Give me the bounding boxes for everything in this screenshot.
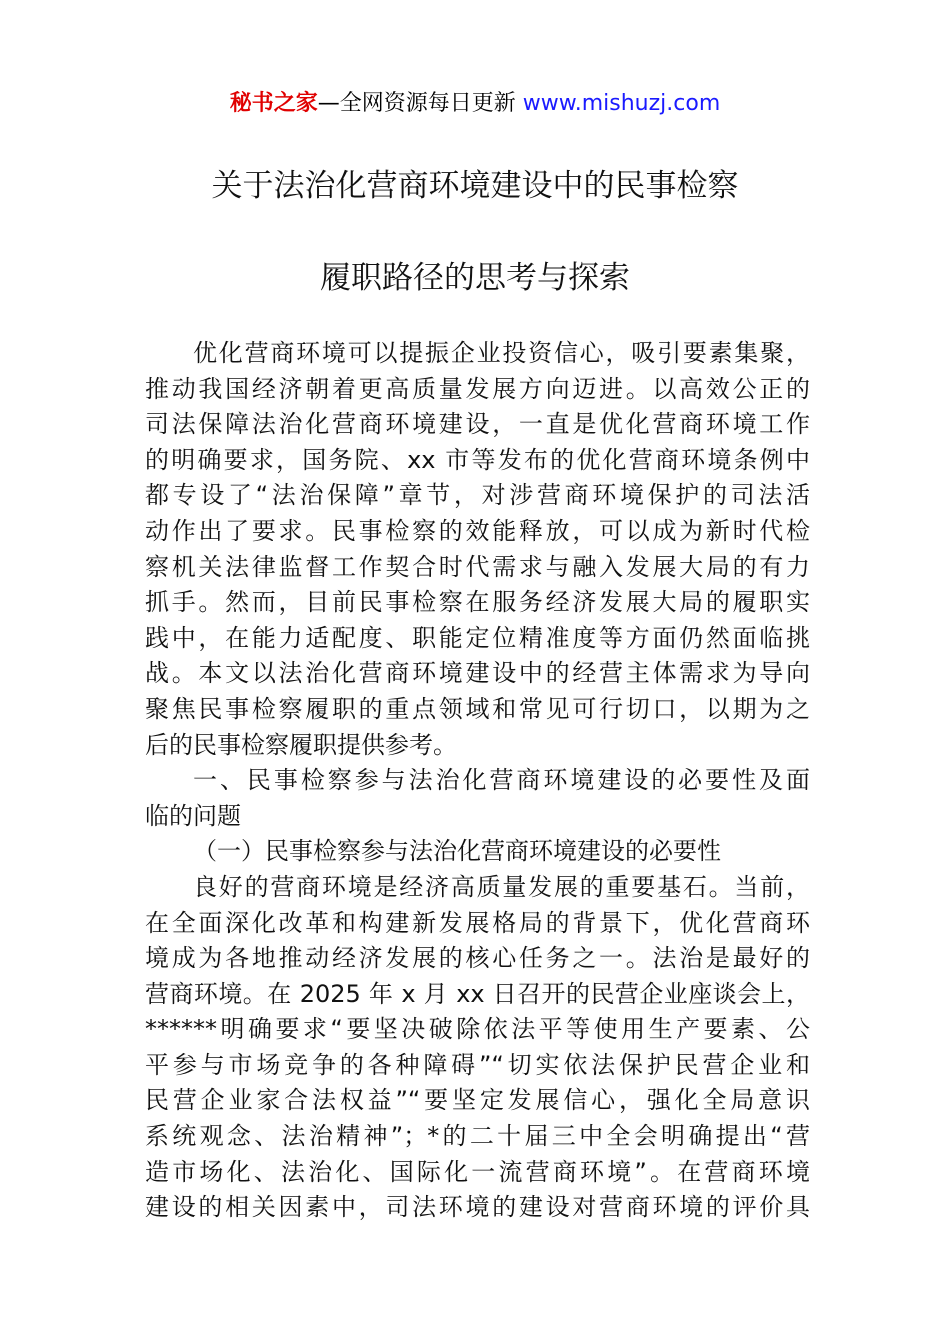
body-line: 系统观念、法治精神”；*的二十届三中全会明确提出“营 <box>145 1122 810 1151</box>
body-line: 都专设了“法治保障”章节，对涉营商环境保护的司法活 <box>145 481 810 510</box>
body-line: 践中，在能力适配度、职能定位精准度等方面仍然面临挑 <box>145 623 810 652</box>
section-heading-line: 一、民事检察参与法治化营商环境建设的必要性及面 <box>193 766 810 795</box>
body-line: 平参与市场竞争的各种障碍”“切实依法保护民营企业和 <box>145 1050 810 1079</box>
site-tagline: —全网资源每日更新 <box>317 91 516 116</box>
body-line: 战。本文以法治化营商环境建设中的经营主体需求为导向 <box>145 659 810 688</box>
body-line: 在全面深化改革和构建新发展格局的背景下，优化营商环 <box>145 908 810 937</box>
section-heading-line: 临的问题 <box>145 801 241 830</box>
document-title-line-2: 履职路径的思考与探索 <box>320 260 630 296</box>
body-line: 境成为各地推动经济发展的核心任务之一。法治是最好的 <box>145 944 810 973</box>
site-brand: 秘书之家 <box>229 91 318 116</box>
body-line: 营商环境。在 2025 年 x 月 xx 日召开的民营企业座谈会上， <box>145 979 810 1008</box>
body-line: 察机关法律监督工作契合时代需求与融入发展大局的有力 <box>145 552 810 581</box>
body-line: 的明确要求，国务院、xx 市等发布的优化营商环境条例中 <box>145 445 810 474</box>
site-header <box>0 86 950 122</box>
body-line: 建设的相关因素中，司法环境的建设对营商环境的评价具 <box>145 1193 810 1222</box>
body-line: 司法保障法治化营商环境建设，一直是优化营商环境工作 <box>145 410 810 439</box>
body-line: 民营企业家合法权益”“要坚定发展信心，强化全局意识 <box>145 1086 810 1115</box>
body-line: 推动我国经济朝着更高质量发展方向迈进。以高效公正的 <box>145 374 810 403</box>
body-line: 后的民事检察履职提供参考。 <box>145 730 457 759</box>
document-body <box>145 336 810 1226</box>
body-line: 聚焦民事检察履职的重点领域和常见可行切口，以期为之 <box>145 694 810 723</box>
site-url-link[interactable]: www.mishuzj.com <box>522 91 721 116</box>
body-line: 抓手。然而，目前民事检察在服务经济发展大局的履职实 <box>145 588 810 617</box>
body-line: ******明确要求“要坚决破除依法平等使用生产要素、公 <box>145 1015 810 1044</box>
body-line: 优化营商环境可以提振企业投资信心，吸引要素集聚， <box>193 339 810 367</box>
body-line: 良好的营商环境是经济高质量发展的重要基石。当前， <box>193 872 810 901</box>
body-line: 动作出了要求。民事检察的效能释放，可以成为新时代检 <box>145 516 810 545</box>
subsection-heading: （一）民事检察参与法治化营商环境建设的必要性 <box>193 837 721 866</box>
document-title-line-1: 关于法治化营商环境建设中的民事检察 <box>211 168 739 204</box>
body-line: 造市场化、法治化、国际化一流营商环境”。在营商环境 <box>145 1157 810 1186</box>
